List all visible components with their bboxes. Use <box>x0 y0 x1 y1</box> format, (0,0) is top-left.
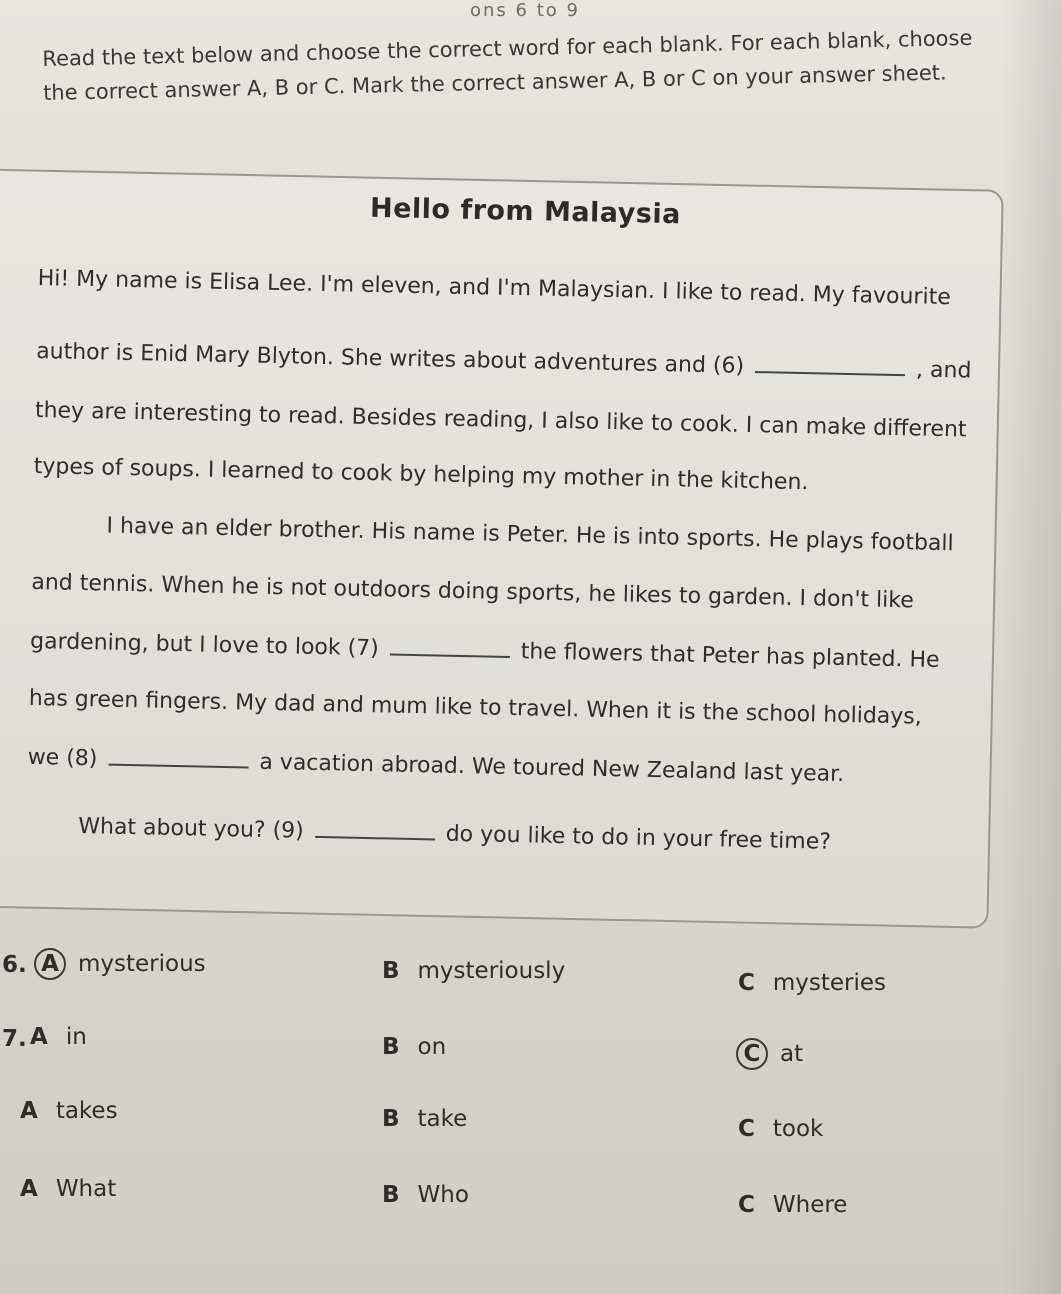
option-text: Who <box>417 1182 469 1208</box>
option-letter: B <box>382 1106 400 1132</box>
passage-text-span: do you like to do in your free time? <box>445 821 832 855</box>
option-letter: B <box>382 1182 400 1208</box>
circled-letter-a: A <box>34 948 66 980</box>
instructions <box>42 20 1023 110</box>
passage-text-span: author is Enid Mary Blyton. She writes about adventures and (6) <box>35 338 745 379</box>
option-text: mysteries <box>772 970 887 996</box>
option-text: take <box>417 1106 468 1132</box>
option-9a[interactable] <box>20 1176 116 1202</box>
blank-7[interactable] <box>390 635 510 658</box>
option-9b[interactable] <box>382 1182 469 1208</box>
option-8a[interactable] <box>20 1098 118 1124</box>
option-8b[interactable] <box>382 1106 467 1132</box>
option-text: mysteriously <box>417 958 566 984</box>
option-text: at <box>780 1041 804 1067</box>
option-text: in <box>65 1024 87 1050</box>
option-text: on <box>417 1034 447 1060</box>
instruction-line-2: the correct answer A, B or C. Mark the correct answer A, B or C on your answer sheet. <box>42 60 947 105</box>
option-text: takes <box>55 1098 118 1124</box>
option-letter: C <box>738 1116 755 1142</box>
passage-text-span: and tennis. When he is not outdoors doing sports, he likes to garden. I don't like <box>31 569 915 614</box>
passage-title: Hello from Malaysia <box>369 192 682 231</box>
passage-text-span: has green fingers. My dad and mum like to travel. When it is the school holidays, <box>28 685 923 730</box>
question-7-number: 7. <box>2 1026 27 1052</box>
option-text: What <box>55 1176 117 1202</box>
option-8c[interactable] <box>738 1116 823 1142</box>
option-letter: B <box>382 958 400 984</box>
passage-text-span: types of soups. I learned to cook by helping my mother in the kitchen. <box>33 453 809 496</box>
passage-text-span: the flowers that Peter has planted. He <box>520 639 940 673</box>
option-6c[interactable] <box>738 970 886 996</box>
passage-text-span: a vacation abroad. We toured New Zealand last year. <box>259 749 845 787</box>
option-letter: A <box>20 1098 38 1124</box>
instruction-line-1: Read the text below and choose the correct word for each blank. For each blank, choose <box>42 25 973 71</box>
option-letter: A <box>30 1024 48 1050</box>
passage-text-span: they are interesting to read. Besides reading, I also like to cook. I can make different <box>34 397 967 443</box>
option-text: mysterious <box>78 951 206 977</box>
option-9c[interactable] <box>738 1192 847 1218</box>
passage-text-span: , and <box>915 357 972 384</box>
blank-9[interactable] <box>315 818 435 841</box>
blank-8[interactable] <box>108 746 248 769</box>
blank-6[interactable] <box>755 353 905 376</box>
passage-text-span: we (8) <box>27 744 98 772</box>
option-6a[interactable] <box>34 948 206 980</box>
option-text: Where <box>772 1192 848 1218</box>
option-letter: A <box>20 1176 38 1202</box>
option-letter: C <box>738 970 755 996</box>
option-7b[interactable] <box>382 1034 446 1060</box>
passage-text-span: What about you? (9) <box>78 813 305 844</box>
option-text: took <box>772 1116 824 1142</box>
question-number <box>2 952 37 978</box>
passage-text-span: I have an elder brother. His name is Peter. He is into sports. He plays football <box>106 513 954 557</box>
circled-letter-c: C <box>736 1038 768 1070</box>
section-heading: ons 6 to 9 <box>470 0 580 21</box>
option-letter: C <box>738 1192 755 1218</box>
question-6-number: 6. <box>2 952 27 978</box>
answer-options <box>0 930 1061 1250</box>
option-6b[interactable] <box>382 958 565 984</box>
option-7a[interactable] <box>30 1024 87 1050</box>
option-letter: B <box>382 1034 400 1060</box>
passage-text-span: gardening, but I love to look (7) <box>29 628 380 662</box>
passage-text-span: Hi! My name is Elisa Lee. I'm eleven, and I'm Malaysian. I like to read. My favourite <box>37 266 952 311</box>
option-7c[interactable] <box>736 1038 803 1070</box>
